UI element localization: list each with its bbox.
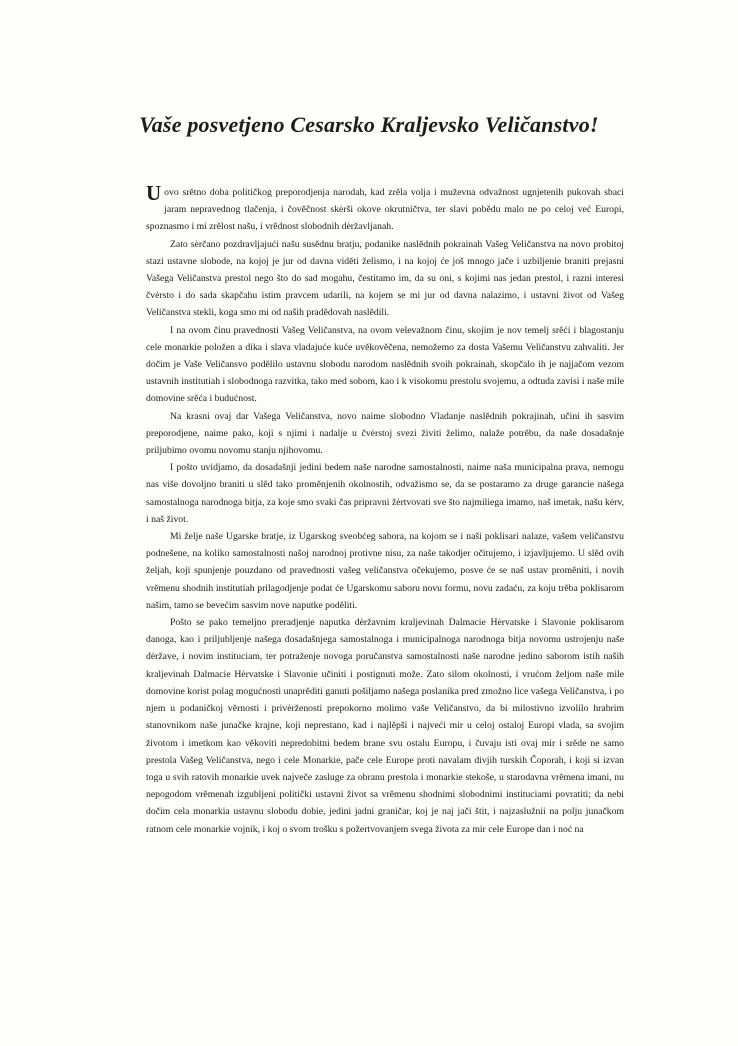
paragraph: Mi želje naše Ugarske bratje, iz Ugarskog sveobćeg sabora, na kojom se i naši poklisari nalaze, vašem veličanstvu podnešene, na koliko samostalnosti našoj narodnoj protivne nisu, za naše takodjer očitujemo, i izjavljujemo. U slĕd ovih željah, koji spunjenje pouzdano od pravednosti vašeg veličanstva očekujemo, posve će se naš ustav promĕniti, i novih vrĕmenu shodnih institutiah prilagodjenje podat će Ugarskomu saboru novu formu, novu zadaću, za koju trĕba poklisarom našim, tamo se bevećim sasvim nove naputke podĕliti. [146,531,624,611]
paragraph: Zato sėrčano pozdravljajući našu susĕdnu bratju, podanike naslĕdnih pokrainah Vašeg Veličanstva na novo probitoj stazi ustavne slobode, na kojoj je jur od davna vidĕti želismo, i na kojoj će još mnogo jače i uzbiljenie braniti prejasni Vašega Veličanstva prestol nego što do sad mogahu, čestitamo im, da su oni, s kojimi nas jedan prestol, i razni interesi čvėrsto i do sada skapčahu istim pravcem udarili, na kojem se mi jur od davna nalazimo, i ustavni život od Vašeg Veličanstva stekli, koga smo mi od naših pradĕdovah naslĕdili. [146,238,624,319]
paragraph: I pošto uvidjamo, da dosadašnji jedini bedem naše narodne samostalnosti, naime naša municipalna prava, nemogu nas više dovoljno braniti u slĕd tako promĕnjenih okolnostih, odvažismo se, da se postaramo za druge garancie našega samostalnoga narodnoga bitja, za koje smo svaki čas pripravni žėrtvovati sve što najmiliega imamo, naš imetak, našu kėrv, i naš život. [146,462,624,525]
document-title: Vaše posvetjeno Cesarsko Kraljevsko Veličanstvo! [139,112,599,137]
paragraph [146,181,624,236]
paragraph-text: ovo srĕtno doba političkog preporodjenja narodah, kad zrĕla volja i muževna odvažnost ugnjetenih pukovah sbaci jaram nepravednog tlačenja, i čověčnost skėrši okove okrutničtva, ter slavi pobĕdu malo ne po celoj već Europi, spoznasmo i mi zrĕlost našu, i vrĕdnost slobodnih dėržavljanah. [146,187,624,233]
paragraph: Na krasni ovaj dar Vašega Veličanstva, novo naime slobodno Vladanje naslĕdnih pokrajinah, učini ih sasvim preporodjene, naime pako, koji s njimi i nadalje u čvėrstoj svezi živiti želimo, nalaže potrĕbu, da naše dosadašnje priljubimo ovomu novomu stanju njihovomu. [146,410,624,457]
paragraph: Pošto se pako temeljno preradjenje naputka dėržavnim kraljevinah Dalmacie Hėrvatske i Slavonie poklisarom danoga, kao i priljubljenje našega dosadašnjega samostalnoga i municipalnoga narodnoga bitja novomu ustrojenju naše dėržave, i novim instituciam, ter potraženje novoga poručanstva samostalnosti naše narodne jedino saborom istih naših kraljevinah Dalmacie Hėrvatske i Slavonie učiniti i postignuti može. Zato silom okolnosti, i vrućom željom naše mile domovine korist polag mogućnosti unaprĕditi ganuti pošiljamo našega poslanika pred zmožno lice vašega Veličanstva, i po njem u podaničkoj vĕrnosti i privėrženosti prepokorno molimo vaše Veličanstvo, da bi milostivno izvolilo hrabrim stanovnikom naše junačke krajne, koji neprestano, kad i najlĕpši i najveći mir u celoj ostaloj Europi vlada, sa svojim životom i imetkom kao vĕkoviti nepredobitni bedem brane svu ostalu Europu, i čuvaju isti ovaj mir i srĕde ne samo prestola Vašeg Veličanstva, nego i cele Monarkie, pače cele Europe proti navalam divjih turskih Čoporah, i koji si izvan toga u svih ratovih monarkie uvek največe zasluge za obranu prestola i monarkie stekoše, u starodavna vrĕmena imani, nu nepogodom vrĕmenah izgubljeni politički ustavni život sa vrĕmenu shodnimi slobodnimi instituciami povratiti; da nebi dočim cela monarkia ustavnu slobodu dobie, jedini jadni graničar, koj je naj jači štit, i najzaslužnii na polju junačkom ratnom cele monarkie vojnik, i koj o svom trošku s požertvovanjem svega života za mir cele Europe dan i noć na [146,617,624,835]
paragraph: I na ovom činu pravednosti Vašeg Veličanstva, na ovom velevažnom činu, skojim je nov temelj srĕći i blagostanju cele monarkie položen a dika i slava vladajuće kuće uvĕkovĕčena, nemožemo za dosta Vašemu Veličanstvu zahvaliti. Jer dočim je Vaše Veličansvo podĕlilo ustavnu slobodu narodom naslĕdnih svoih pokrainah, skopčalo ih je najjačom vezom ustavnih institutiah i slobodnoga razvitka, tako med sobom, kao i k visokomu prestolu svojemu, a odtuda zavisi i naše mile domovine srĕća i budućnost. [146,324,624,405]
drop-cap: U [146,181,162,205]
document-body [146,181,624,838]
